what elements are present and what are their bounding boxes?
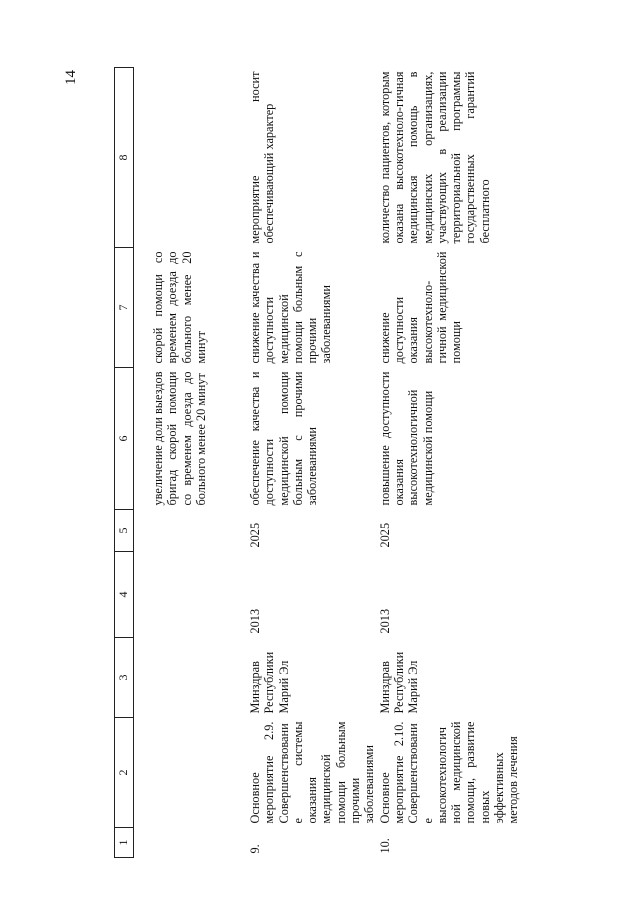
column-header: 4: [115, 552, 134, 638]
column-header: 5: [115, 510, 134, 552]
expected-result: увеличение доли выездов бригад скорой помощи со временем доезда до больного менее 20 минут: [151, 371, 208, 506]
column-header: 1: [115, 828, 134, 858]
column-header: 3: [115, 638, 134, 718]
column-header: 7: [115, 248, 134, 368]
end-year: 2025: [377, 522, 392, 548]
row-number: 9.: [248, 844, 262, 854]
table-row: [150, 68, 247, 858]
measure-name: Основное мероприятие 2.9. Совершенствование системы оказания медицинской помощи больным прочими заболеваниями: [248, 721, 377, 824]
expected-result: обеспечение качества и доступности медицинской помощи больным с прочими заболеваниями: [248, 371, 320, 506]
indicator-link: мероприятие носит обеспечивающий характер: [248, 71, 277, 244]
row-number: [150, 828, 247, 858]
executor: [150, 638, 247, 718]
rotated-table-container: [114, 68, 632, 858]
executor: Минздрав Республики Марий Эл: [377, 651, 421, 714]
start-year: 2013: [248, 608, 262, 634]
column-header: 2: [115, 718, 134, 828]
column-header: 6: [115, 368, 134, 510]
measures-table: [114, 67, 614, 858]
table-row: [377, 68, 614, 858]
column-header: 8: [115, 68, 134, 248]
consequence: снижение качества и доступности медицинской помощи больным с прочими заболеваниями: [248, 251, 334, 364]
executor: Минздрав Республики Марий Эл: [248, 651, 291, 714]
start-year: [150, 552, 247, 638]
table-row: [247, 68, 377, 858]
end-year: [150, 510, 247, 552]
page-number: 14: [63, 70, 79, 85]
consequence: скорой помощи со временем доезда до больного менее 20 минут: [151, 251, 208, 364]
measure-name: Основное мероприятие 2.10. Совершенствование высокотехнологичной медицинской помощи, развитие новых эффективных методов лечения: [377, 721, 521, 824]
end-year: 2025: [248, 522, 262, 548]
consequence: снижение доступности оказания высокотехноло-гичной медицинской помощи: [377, 251, 464, 364]
measure-name: [150, 718, 247, 828]
start-year: 2013: [377, 608, 392, 634]
indicator-link: количество пациентов, которым оказана высокотехноло-гичная медицинская помощь в медицинских организациях, участвующих в реализации территориальной программы государственных гарантий бесплатного: [377, 71, 492, 244]
column-number-row: [115, 68, 134, 858]
row-number: 10.: [377, 838, 392, 854]
expected-result: повышение доступности оказания высокотехнологичной медицинской помощи: [377, 371, 435, 506]
indicator-link: [150, 68, 247, 248]
